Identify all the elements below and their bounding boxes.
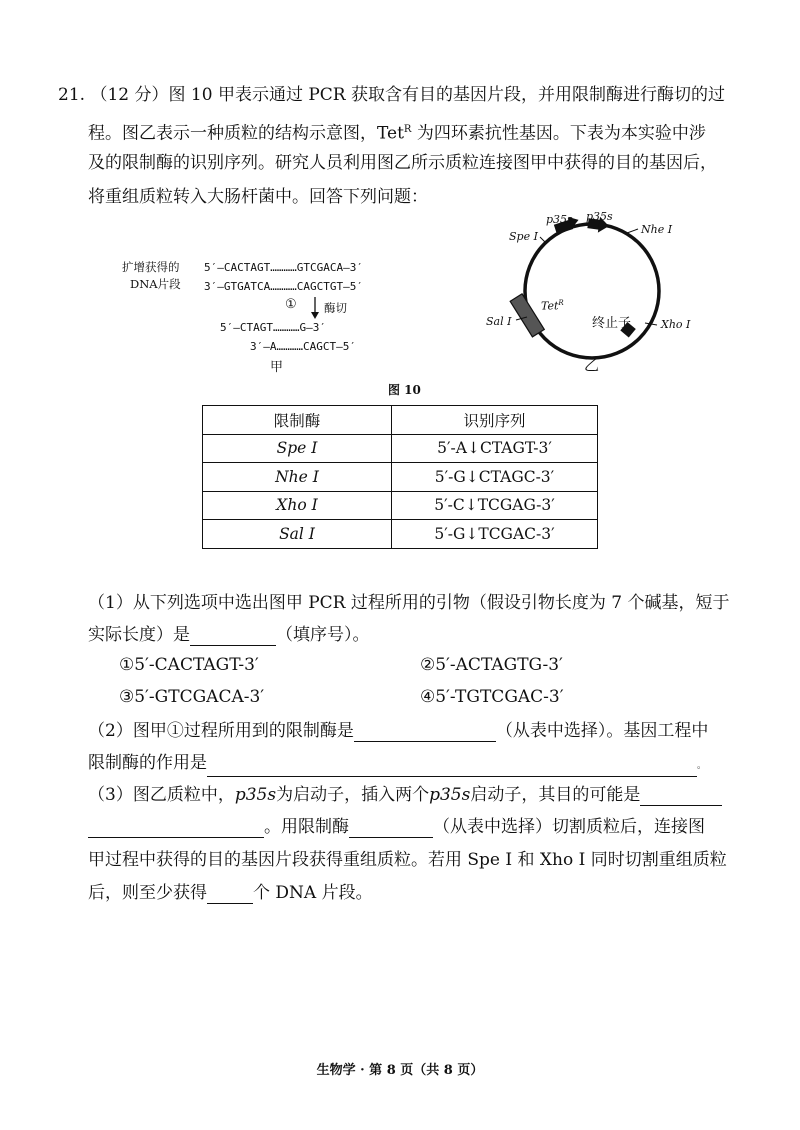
recognition-sequence: 5′-A↓CTAGT-3′ <box>392 434 598 463</box>
table-header-row <box>203 406 598 435</box>
q1-line-1: （1）从下列选项中选出图甲 PCR 过程所用的引物（假设引物长度为 7 个碱基，短于 <box>88 593 730 613</box>
answer-blank-q2-role[interactable] <box>207 758 697 777</box>
tet-label: Tet$^R$ <box>541 299 564 313</box>
fig-a-label-1: 扩增获得的 <box>122 260 180 274</box>
figure-caption: 图 10 <box>388 383 421 397</box>
q3-line-2-b: 。用限制酶 <box>264 817 349 837</box>
q1-line-2-a: 实际长度）是 <box>88 625 190 645</box>
answer-blank-q3-count[interactable] <box>207 885 253 904</box>
q3-line-3: 甲过程中获得的目的基因片段获得重组质粒。若用 Spe Ⅰ 和 Xho Ⅰ 同时切割重组质粒 <box>88 850 727 870</box>
option-1: ①5′-CACTAGT-3′ <box>119 655 259 675</box>
question-line-1 <box>58 84 725 106</box>
strand-top: 5′—CACTAGT…………GTCGACA—3′ <box>204 261 363 274</box>
q2-line-1 <box>88 720 708 742</box>
q2-line-2 <box>88 752 706 777</box>
question-line-2 <box>88 119 706 145</box>
q2-line-2-end: 。 <box>697 761 707 771</box>
table-row <box>203 491 598 520</box>
option-4: ④5′-TGTCGAC-3′ <box>420 687 564 707</box>
answer-blank-q2-enzyme[interactable] <box>354 723 496 742</box>
recognition-sequence: 5′-G↓TCGAC-3′ <box>392 520 598 549</box>
q3-line-4-b: 个 DNA 片段。 <box>253 883 373 903</box>
q3-line-1-a: （3）图乙质粒中， <box>88 785 235 805</box>
q1-line-2-b: （填序号）。 <box>276 625 370 645</box>
page-footer: 生物学 · 第 8 页（共 8 页） <box>316 1063 484 1078</box>
option-2: ②5′-ACTAGTG-3′ <box>420 655 563 675</box>
intro-line-2-tail: 为四环素抗性基因。下表为本实验中涉 <box>411 123 706 144</box>
q3-line-1-b: 为启动子，插入两个 <box>276 785 430 805</box>
answer-blank-q1[interactable] <box>190 627 276 646</box>
q1-line-2 <box>88 624 370 646</box>
site-sal-label: Sal Ⅰ <box>486 315 512 328</box>
q3-line-1 <box>88 784 722 806</box>
q3-line-2 <box>88 816 705 838</box>
strand-bottom: 3′—GTGATCA…………CAGCTGT—5′ <box>204 280 363 293</box>
question-number: 21. <box>58 85 86 105</box>
option-3: ③5′-GTCGACA-3′ <box>119 687 265 707</box>
promoter-label-1: p35s <box>546 213 573 226</box>
answer-blank-q3-purpose-a[interactable] <box>640 787 722 806</box>
q2-line-1-b: （从表中选择）。基因工程中 <box>495 721 709 741</box>
plasmid-circle <box>525 224 659 358</box>
table-header: 限制酶 <box>203 406 392 435</box>
fig-a-caption: 甲 <box>270 360 284 375</box>
q2-line-2-a: 限制酶的作用是 <box>88 753 207 773</box>
q3-line-1-c: 启动子，其目的可能是 <box>470 785 641 805</box>
q3-p35s-1: p35s <box>234 785 277 805</box>
enzyme-name: Nhe Ⅰ <box>203 463 392 492</box>
terminator-label: 终止子 <box>592 316 632 331</box>
step-marker: ① <box>285 297 297 312</box>
intro-line-2-sup: R <box>403 124 412 135</box>
enzyme-name: Spe Ⅰ <box>203 434 392 463</box>
cut-bottom: 3′—A…………CAGCT—5′ <box>250 340 356 353</box>
table-row <box>203 434 598 463</box>
table-row <box>203 463 598 492</box>
intro-line-1: 图 10 甲表示通过 PCR 获取含有目的基因片段，并用限制酶进行酶切的过 <box>168 85 725 105</box>
answer-blank-q3-purpose-b[interactable] <box>88 819 264 838</box>
recognition-sequence: 5′-G↓CTAGC-3′ <box>392 463 598 492</box>
q3-line-4 <box>88 882 373 904</box>
intro-line-3: 及的限制酶的识别序列。研究人员利用图乙所示质粒连接图甲中获得的目的基因后， <box>88 153 717 173</box>
enzyme-name: Xho Ⅰ <box>203 491 392 520</box>
site-xho-label: Xho Ⅰ <box>661 318 691 331</box>
recognition-sequence: 5′-C↓TCGAG-3′ <box>392 491 598 520</box>
intro-line-4: 将重组质粒转入大肠杆菌中。回答下列问题： <box>88 187 428 207</box>
down-arrow-icon <box>309 296 321 320</box>
site-nhe-label: Nhe Ⅰ <box>641 223 673 236</box>
intro-line-2: 程。图乙表示一种质粒的结构示意图，Tet <box>88 123 404 144</box>
cut-top: 5′—CTAGT…………G—3′ <box>220 321 326 334</box>
fig-a-label-2: DNA片段 <box>130 277 181 291</box>
table-row <box>203 520 598 549</box>
site-spe-label: Spe Ⅰ <box>509 230 538 243</box>
question-points: （12 分） <box>90 85 169 105</box>
answer-blank-q3-enzyme[interactable] <box>349 819 433 838</box>
promoter-label-2: p35s <box>586 210 613 223</box>
q3-line-4-a: 后，则至少获得 <box>88 883 207 903</box>
enzyme-name: Sal Ⅰ <box>203 520 392 549</box>
q3-p35s-2: p35s <box>429 785 471 805</box>
fig-b-caption: 乙 <box>584 356 600 374</box>
enzyme-table <box>202 405 598 549</box>
step-label: 酶切 <box>324 301 347 315</box>
q3-line-2-c: （从表中选择）切割质粒后，连接图 <box>433 817 705 837</box>
table-header: 识别序列 <box>392 406 598 435</box>
q2-line-1-a: （2）图甲①过程所用到的限制酶是 <box>88 721 354 741</box>
